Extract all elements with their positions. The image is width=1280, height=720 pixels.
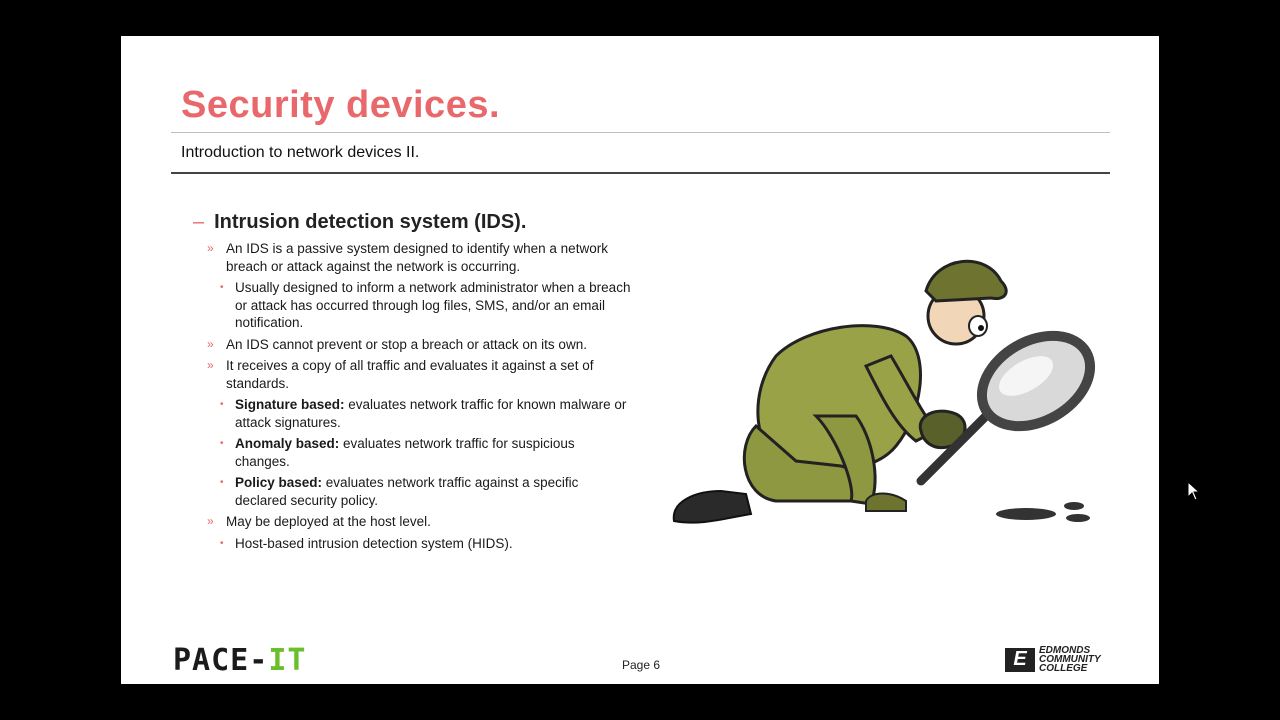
bullet-item — [207, 240, 633, 275]
slide-content — [193, 211, 633, 556]
bullet-text: It receives a copy of all traffic and evaluates it against a set of standards. — [226, 358, 594, 391]
sub-bullet-text: Host-based intrusion detection system (HIDS). — [235, 535, 513, 551]
bullet-item — [207, 336, 633, 354]
college-name-line: COLLEGE — [1039, 663, 1088, 674]
signature-label: Signature based: — [235, 397, 345, 412]
slide — [121, 36, 1159, 684]
heading-text: Intrusion detection system (IDS). — [214, 211, 527, 233]
logo-pace-text: PACE- — [173, 643, 269, 678]
sub-bullet-item — [220, 435, 633, 470]
page-number: Page 6 — [622, 658, 661, 672]
mouse-cursor-icon — [1187, 481, 1201, 501]
bullet-text: May be deployed at the host level. — [226, 514, 431, 529]
sub-bullet-marker: • — [220, 399, 224, 410]
detective-illustration — [666, 246, 1106, 526]
heading-marker: – — [193, 211, 205, 233]
sub-bullet-item — [220, 535, 633, 553]
bullet-marker: » — [207, 241, 214, 255]
logo-it-text: IT — [268, 643, 307, 678]
signature-text: evaluates network traffic for known malware or attack signatures. — [235, 397, 627, 430]
slide-subtitle: Introduction to network devices II. — [181, 144, 420, 161]
college-name — [1039, 646, 1101, 673]
bullet-item — [207, 357, 633, 392]
college-logo — [1005, 646, 1101, 673]
sub-bullet-marker: • — [220, 537, 224, 549]
college-e-mark: E — [1005, 648, 1035, 672]
pace-it-logo — [173, 643, 306, 678]
college-name-line: COMMUNITY — [1039, 654, 1101, 665]
sub-bullet-marker: • — [220, 438, 224, 449]
sub-bullet-item — [220, 396, 633, 431]
sub-bullet-marker: • — [220, 477, 224, 488]
sub-bullet-item — [220, 279, 633, 332]
bullet-text: An IDS cannot prevent or stop a breach or attack on its own. — [226, 336, 587, 352]
policy-text: evaluates network traffic against a specific declared security policy. — [235, 475, 579, 508]
anomaly-label: Anomaly based: — [235, 436, 340, 451]
bullet-marker: » — [207, 514, 214, 528]
policy-label: Policy based: — [235, 475, 323, 490]
bullet-marker: » — [207, 358, 214, 372]
anomaly-text: evaluates network traffic for suspicious changes. — [235, 436, 575, 469]
college-name-line: EDMONDS — [1039, 645, 1091, 656]
title-divider — [171, 132, 1110, 133]
bullet-item — [207, 513, 633, 531]
sub-bullet-marker: • — [220, 282, 224, 293]
sub-bullet-text: Usually designed to inform a network administrator when a breach or attack has occurred through log files, SMS, and/or an email notification. — [235, 280, 631, 330]
bullet-text: An IDS is a passive system designed to identify when a network breach or attack against the network is occurring. — [226, 241, 608, 274]
sub-bullet-item — [220, 474, 633, 509]
subtitle-divider — [171, 172, 1110, 174]
section-heading — [193, 211, 633, 234]
bullet-marker: » — [207, 336, 214, 351]
slide-title: Security devices. — [181, 84, 501, 126]
